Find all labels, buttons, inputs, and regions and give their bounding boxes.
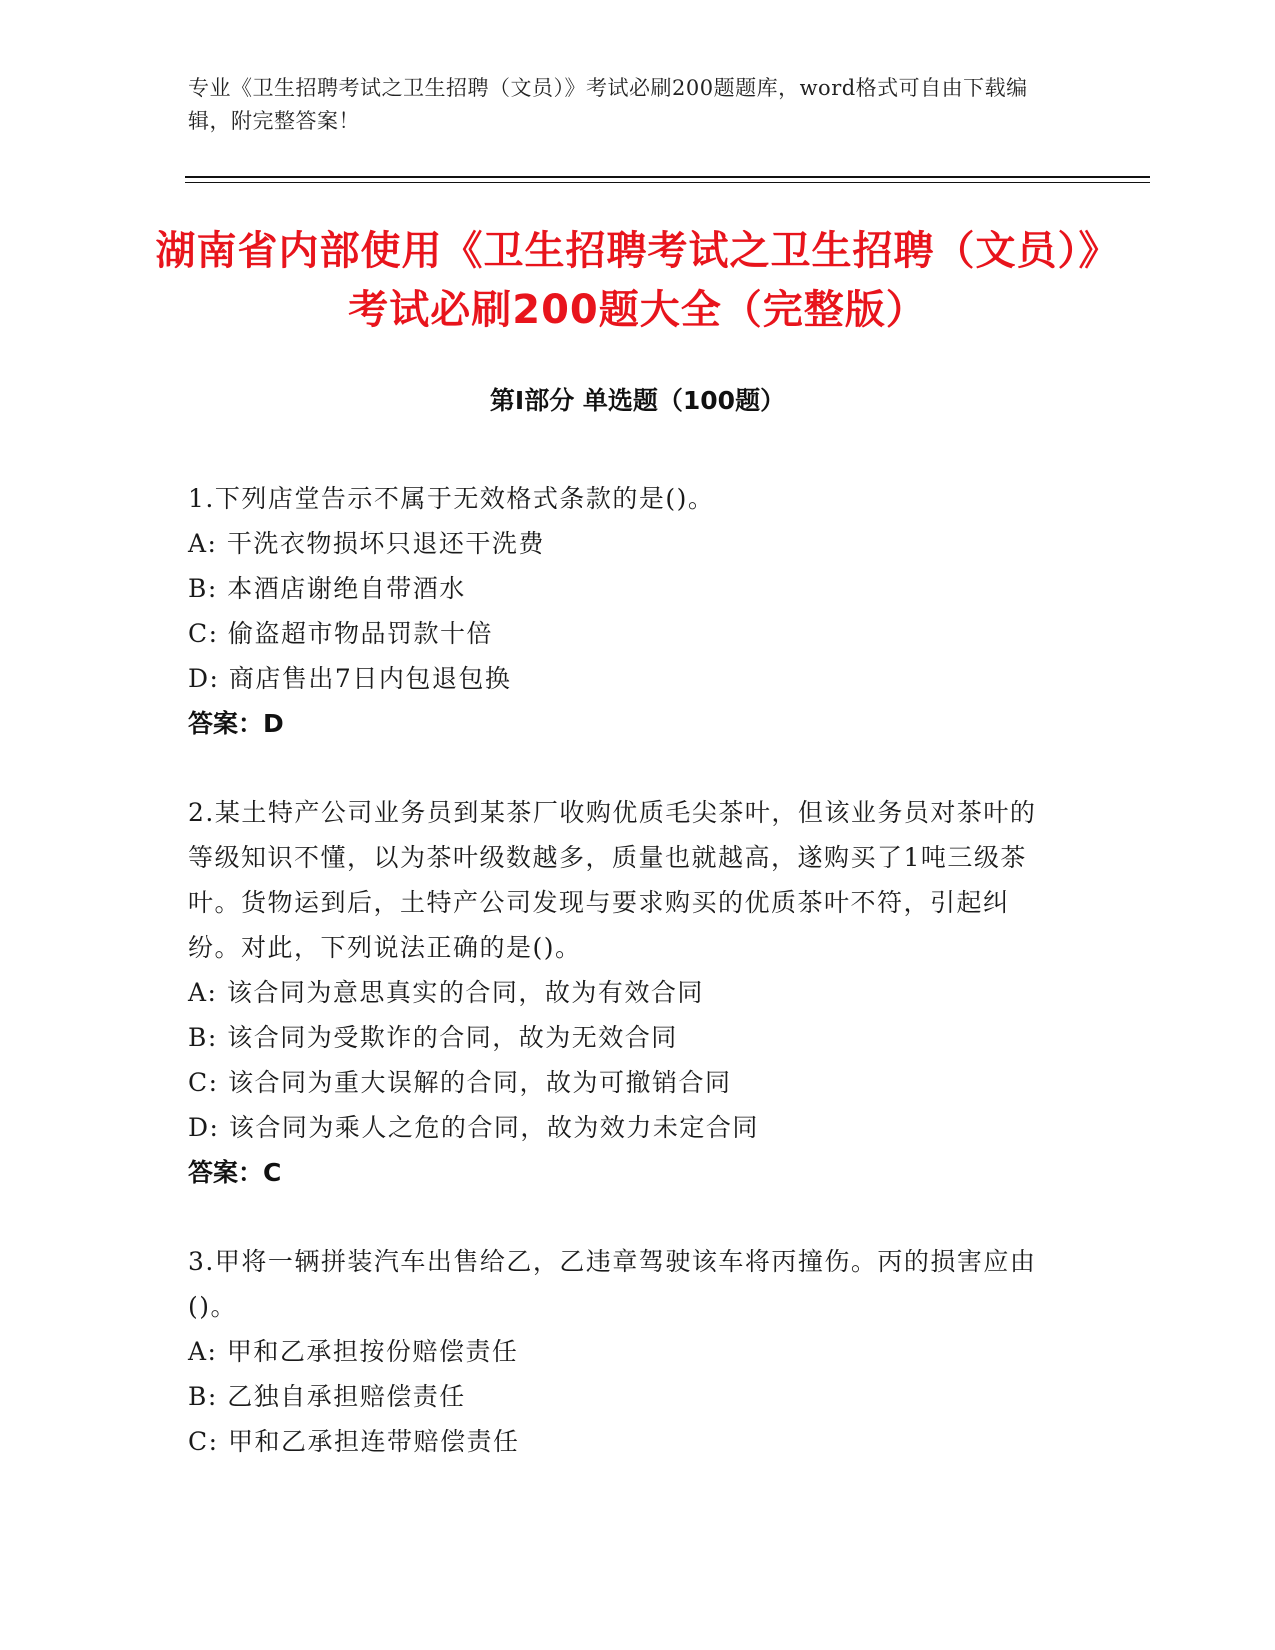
option-a: A: 该合同为意思真实的合同，故为有效合同 [188,978,704,1007]
header-rule-thin [185,182,1150,183]
option-a: A: 干洗衣物损坏只退还干洗费 [188,529,545,558]
question-list [188,476,1058,1508]
question-stem: 1.下列店堂告示不属于无效格式条款的是()。 [188,484,715,513]
option-c: C: 该合同为重大误解的合同，故为可撤销合同 [188,1068,732,1097]
question-stem: 2.某土特产公司业务员到某茶厂收购优质毛尖茶叶，但该业务员对茶叶的等级知识不懂，以为茶叶级数越多，质量也就越高，遂购买了1吨三级茶叶。货物运到后，土特产公司发现与要求购买的优质茶叶不符，引起纠纷。对此，下列说法正确的是()。 [188,798,1037,962]
header-rule-thick [185,176,1150,178]
document-title: 湖南省内部使用《卫生招聘考试之卫生招聘（文员）》考试必刷200题大全（完整版） [155,228,1120,333]
section-title: 第Ⅰ部分 单选题（100题） [489,386,786,415]
question-stem: 3.甲将一辆拼装汽车出售给乙，乙违章驾驶该车将丙撞伤。丙的损害应由()。 [188,1247,1037,1321]
option-c: C: 偷盗超市物品罚款十倍 [188,619,493,648]
option-c: C: 甲和乙承担连带赔偿责任 [188,1427,520,1456]
question-2 [188,790,1058,1195]
question-3 [188,1239,1058,1464]
option-b: B: 该合同为受欺诈的合同，故为无效合同 [188,1023,678,1052]
answer: 答案：D [188,709,284,738]
option-b: B: 本酒店谢绝自带酒水 [188,574,466,603]
question-1 [188,476,1058,746]
header-note: 专业《卫生招聘考试之卫生招聘（文员）》考试必刷200题题库，word格式可自由下载编辑，附完整答案！ [188,76,1028,133]
option-a: A: 甲和乙承担按份赔偿责任 [188,1337,519,1366]
answer: 答案：C [188,1158,282,1187]
option-b: B: 乙独自承担赔偿责任 [188,1382,466,1411]
option-d: D: 商店售出7日内包退包换 [188,664,512,693]
option-d: D: 该合同为乘人之危的合同，故为效力未定合同 [188,1113,759,1142]
